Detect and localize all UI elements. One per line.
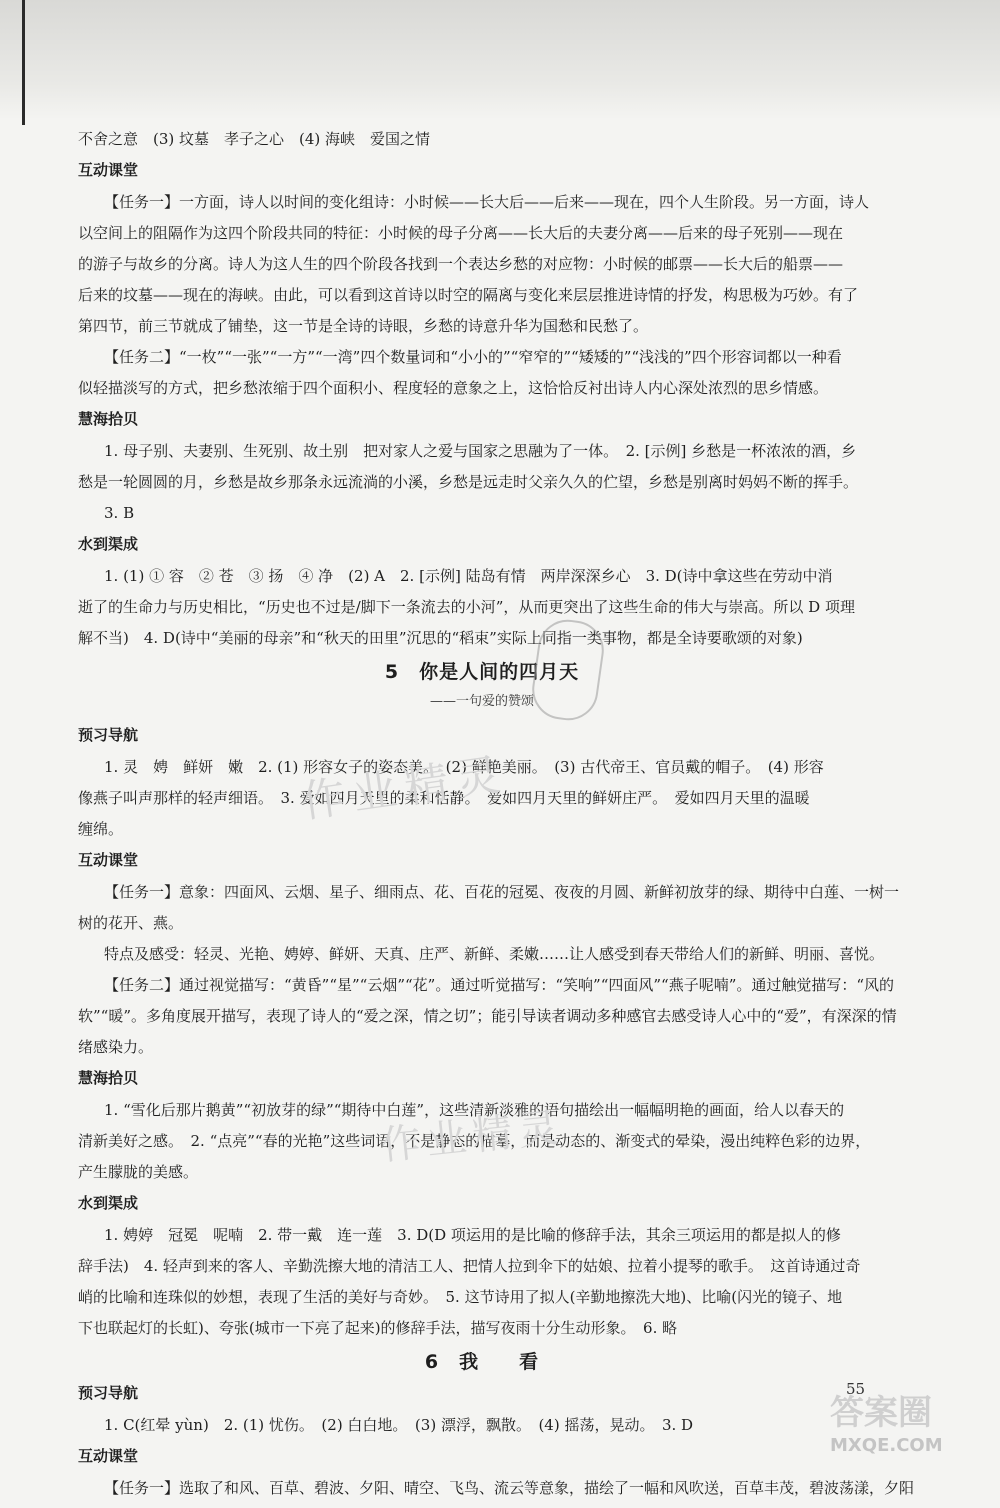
text-line: 1. 灵 娉 鲜妍 嫩 2. (1) 形容女子的姿态美。 (2) 鲜艳美丽。 (3) 古代帝王、官员戴的帽子。 (4) 形容 [104,758,824,776]
section-heading: 预习导航 [78,1384,139,1402]
section-heading: 慧海拾贝 [78,1069,139,1087]
text-line: 绪感染力。 [78,1038,154,1056]
text-line: 产生朦胧的美感。 [78,1163,199,1181]
text-line: 逝了的生命力与历史相比，“历史也不过是/脚下一条流去的小河”，从而更突出了这些生命的伟大与崇高。所以 D 项理 [78,598,855,616]
text-line: 【任务一】意象：四面风、云烟、星子、细雨点、花、百花的冠冕、夜夜的月圆、新鲜初放芽的绿、期待中白莲、一树一 [104,883,900,901]
section-heading: 慧海拾贝 [78,410,139,428]
logo-text: 答案圈 [830,1393,932,1433]
section-heading: 互动课堂 [78,1447,139,1465]
text-line: 软”“暖”。多角度展开描写，表现了诗人的“爱之深，情之切”；能引导读者调动多种感官去感受诗人心中的“爱”，有深深的情 [78,1007,897,1025]
text-line: 峭的比喻和连珠似的妙想，表现了生活的美好与奇妙。 5. 这节诗用了拟人(辛勤地擦洗大地)、比喻(闪光的镜子、地 [78,1288,843,1306]
text-line: 解不当) 4. D(诗中“美丽的母亲”和“秋天的田里”沉思的“稻束”实际上同指一类事物，都是全诗要歌颂的对象) [78,629,803,647]
scan-top-shadow [0,0,1000,120]
watermark-lower: 作业精灵 [378,1104,567,1170]
text-line: 1. 娉婷 冠冕 呢喃 2. 带一戴 连一莲 3. D(D 项运用的是比喻的修辞手法，其余三项运用的都是拟人的修 [104,1226,841,1244]
text-line: 【任务二】“一枚”“一张”“一方”“一湾”四个数量词和“小小的”“窄窄的”“矮矮的”“浅浅的”四个形容词都以一种看 [104,348,842,366]
text-line: 第四节，前三节就成了铺垫，这一节是全诗的诗眼，乡愁的诗意升华为国愁和民愁了。 [78,317,649,335]
text-line: 似轻描淡写的方式，把乡愁浓缩于四个面积小、程度轻的意象之上，这恰恰反衬出诗人内心深处浓烈的思乡情感。 [78,379,829,397]
text-line: 【任务二】通过视觉描写：“黄昏”“星”“云烟”“花”。通过听觉描写：“笑响”“四面风”“燕子呢喃”。通过触觉描写：“风的 [104,976,895,994]
watermark: 作业精灵 [298,748,512,829]
section-heading: 水到渠成 [78,1194,139,1212]
text-line: 1. (1) ① 容 ② 苍 ③ 扬 ④ 净 (2) A 2. [示例] 陆岛有情 两岸深深乡心 3. D(诗中拿这些在劳动中消 [104,567,833,585]
text-line: 像燕子叫声那样的轻声细语。 3. 爱如四月天里的柔和恬静。 爱如四月天里的鲜妍庄严。 爱如四月天里的温暖 [78,789,810,807]
text-line: 特点及感受：轻灵、光艳、娉婷、鲜妍、天真、庄严、新鲜、柔嫩……让人感受到春天带给人们的新鲜、明丽、喜悦。 [104,945,885,963]
lesson-title: 5 你是人间的四月天 [384,661,580,683]
logo-url: MXQE.COM [830,1435,943,1456]
section-heading: 互动课堂 [78,161,139,179]
page-number: 55 [846,1380,866,1398]
text-line: 后来的坟墓——现在的海峡。由此，可以看到这首诗以时空的隔离与变化来层层推进诗情的抒发，构思极为巧妙。有了 [78,286,859,304]
text-line: 以空间上的阻隔作为这四个阶段共同的特征：小时候的母子分离——长大后的夫妻分离——后来的母子死别——现在 [78,224,844,242]
section-heading: 水到渠成 [78,535,139,553]
text-line: 清新美好之感。 2. “点亮”“春的光艳”这些词语，不是静态的描摹，而是动态的、渐变式的晕染，漫出纯粹色彩的边界， [78,1132,871,1150]
text-line: 1. C(红晕 yùn) 2. (1) 忧伤。 (2) 白白地。 (3) 漂浮，飘散。 (4) 摇荡，晃动。 3. D [104,1416,694,1434]
section-heading: 互动课堂 [78,851,139,869]
text-line: 树的花开、燕。 [78,914,184,932]
lesson-subtitle: ——一句爱的赞颂 [429,694,534,709]
text-line: 的游子与故乡的分离。诗人为这人生的四个阶段各找到一个表达乡愁的对应物：小时候的邮票——长大后的船票—— [78,255,844,273]
text-line: 辞手法) 4. 轻声到来的客人、辛勤洗擦大地的清洁工人、把情人拉到伞下的姑娘、拉着小提琴的歌手。 这首诗通过奇 [78,1257,861,1275]
binding-edge [22,0,25,125]
text-line: 缠绵。 [78,820,124,838]
text-line: 1. 母子别、夫妻别、生死别、故土别 把对家人之爱与国家之思融为了一体。 2. [示例] 乡愁是一杯浓浓的酒，乡 [104,442,857,460]
text-line: 【任务一】选取了和风、百草、碧波、夕阳、晴空、飞鸟、流云等意象，描绘了一幅和风吹送，百草丰茂，碧波荡漾，夕阳 [104,1479,915,1497]
text-line: 3. B [104,504,135,522]
lesson-title: 6 我 看 [424,1351,540,1373]
text-line: 愁是一轮圆圆的月，乡愁是故乡那条永远流淌的小溪，乡愁是远走时父亲久久的伫望，乡愁是别离时妈妈不断的挥手。 [78,473,859,491]
text-line: 不舍之意 (3) 坟墓 孝子之心 (4) 海峡 爱国之情 [78,130,431,148]
site-logo [830,1385,990,1465]
text-line: 1. “雪化后那片鹅黄”“初放芽的绿”“期待中白莲”，这些清新淡雅的语句描绘出一幅幅明艳的画面，给人以春天的 [104,1101,845,1119]
section-heading: 预习导航 [78,726,139,744]
text-line: 下也联起灯的长虹)、夸张(城市一下亮了起来)的修辞手法，描写夜雨十分生动形象。 6. 略 [78,1319,678,1337]
text-line: 【任务一】一方面，诗人以时间的变化组诗：小时候——长大后——后来——现在，四个人生阶段。另一方面，诗人 [104,193,870,211]
